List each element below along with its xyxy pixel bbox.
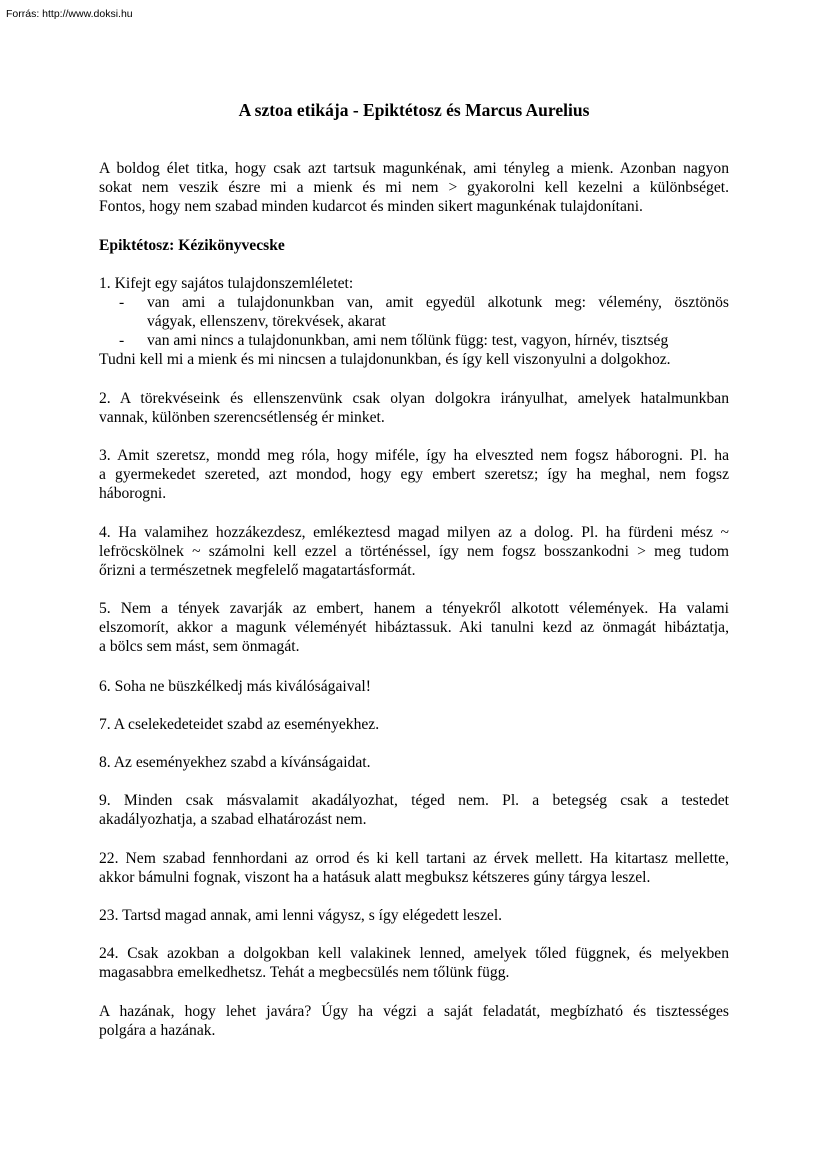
paragraph-line: lefröcskölnek ~ számolni kell ezzel a történéssel, így nem fogsz bosszankodni > meg tudom (99, 543, 729, 560)
paragraph-line: magasabbra emelkedhetsz. Tehát a megbecsülés nem tőlünk függ. (99, 964, 510, 981)
paragraph-line: akkor bámulni fognak, viszont ha a hatásuk alatt megbuksz kétszeres gúny tárgya leszel. (99, 869, 651, 886)
intro-line: A boldog élet titka, hogy csak azt tartsuk magunkénak, ami tényleg a mienk. Azonban nagyon (99, 160, 729, 177)
paragraph (99, 446, 729, 503)
paragraph-line: polgára a hazának. (99, 1022, 216, 1039)
paragraph-line: a gyermekedet szereted, azt mondod, hogy egy embert szeretsz; így ha meghal, nem fogsz (99, 466, 729, 483)
item-1-tail: Tudni kell mi a mienk és mi nincsen a tulajdonunkban, és így kell viszonyulni a dolgokhoz. (99, 351, 671, 368)
paragraph-line: 23. Tartsd magad annak, ami lenni vágysz, s így elégedett leszel. (99, 907, 503, 924)
paragraph-line: elszomorít, akkor a magunk véleményét hibáztassuk. Aki tanulni kezd az önmagát hibáztatja, (99, 619, 729, 636)
paragraph (99, 523, 729, 580)
paragraph-line: vannak, különben szerencsétlenség ér minket. (99, 409, 385, 426)
paragraph-line: háborogni. (99, 485, 167, 502)
paragraph (99, 944, 729, 982)
paragraph (99, 1002, 729, 1040)
section-heading: Epiktétosz: Kézikönyvecske (99, 237, 285, 254)
paragraph (99, 389, 729, 427)
intro-paragraph (99, 159, 729, 216)
paragraph (99, 599, 729, 656)
bullet-line: van ami a tulajdonunkban van, amit egyedül alkotunk meg: vélemény, ösztönös (147, 294, 729, 311)
paragraph (99, 753, 729, 772)
paragraph-line: 22. Nem szabad fennhordani az orrod és ki kell tartani az érvek mellett. Ha kitartasz mellette, (99, 850, 729, 867)
paragraph-line: 2. A törekvéseink és ellenszenvünk csak olyan dolgokra irányulhat, amelyek hatalmunkban (99, 390, 729, 407)
bullet-line: vágyak, ellenszenv, törekvések, akarat (147, 313, 386, 330)
paragraph-line: 3. Amit szeretsz, mondd meg róla, hogy miféle, így ha elveszted nem fogsz háborogni. Pl. ha (99, 447, 729, 464)
paragraph-line: 9. Minden csak másvalamit akadályozhat, téged nem. Pl. a betegség csak a testedet (99, 792, 729, 809)
bullet-dash: - (119, 294, 125, 311)
paragraph-line: a bölcs sem mást, sem önmagát. (99, 638, 300, 655)
source-label: Forrás: http://www.doksi.hu (6, 8, 133, 20)
paragraph-line: 6. Soha ne büszkélkedj más kiválóságaival! (99, 678, 371, 695)
paragraph-line: 4. Ha valamihez hozzákezdesz, emlékeztesd magad milyen az a dolog. Pl. ha fürdeni mész ~ (99, 524, 729, 541)
paragraph-line: 5. Nem a tények zavarják az embert, hanem a tényekről alkotott vélemények. Ha valami (99, 600, 729, 617)
paragraph-line: 24. Csak azokban a dolgokban kell valakinek lenned, amelyek tőled függnek, és melyekben (99, 945, 729, 962)
paragraph-line: őrizni a természetnek megfelelő magatartásformát. (99, 562, 416, 579)
paragraph (99, 715, 729, 734)
paragraph-line: 8. Az eseményekhez szabd a kívánságaidat. (99, 754, 371, 771)
paragraph (99, 677, 729, 696)
bullet-line: van ami nincs a tulajdonunkban, ami nem tőlünk függ: test, vagyon, hírnév, tisztség (147, 332, 669, 349)
paragraph (99, 849, 729, 887)
paragraph (99, 791, 729, 829)
bullet-dash: - (119, 332, 125, 349)
paragraph-line: akadályozhatja, a szabad elhatározást nem. (99, 811, 367, 828)
intro-line: Fontos, hogy nem szabad minden kudarcot és minden sikert magunkénak tulajdonítani. (99, 198, 643, 215)
paragraph-line: A hazának, hogy lehet javára? Úgy ha végzi a saját feladatát, megbízható és tisztességes (99, 1003, 729, 1020)
document-title: A sztoa etikája - Epiktétosz és Marcus Aurelius (238, 100, 590, 120)
item-1-lead: 1. Kifejt egy sajátos tulajdonszemléletet: (99, 275, 354, 292)
intro-line: sokat nem veszik észre mi a mienk és mi nem > gyakorolni kell kezelni a különbséget. (99, 179, 729, 196)
paragraph-line: 7. A cselekedeteidet szabd az eseményekhez. (99, 716, 380, 733)
paragraph (99, 906, 729, 925)
